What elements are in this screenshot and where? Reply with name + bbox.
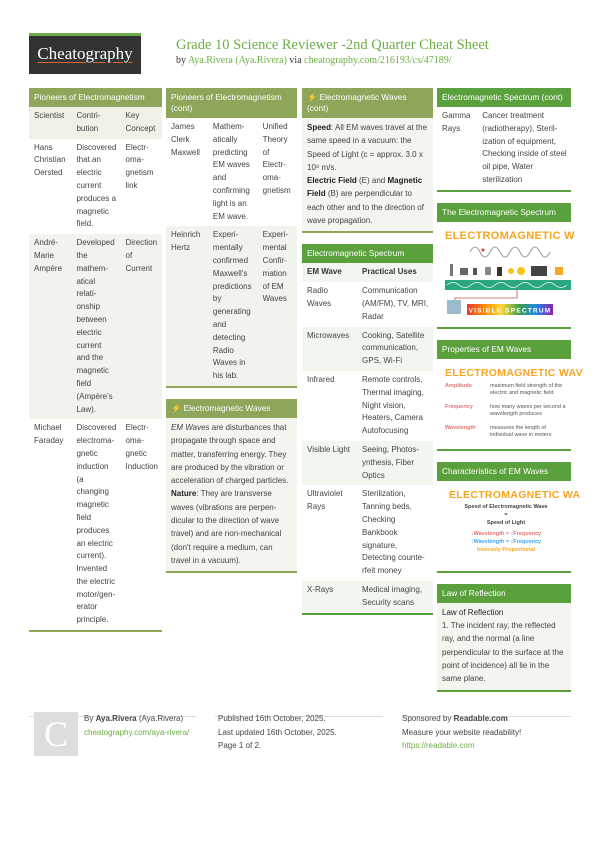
cell: André-Marie Ampère: [29, 234, 71, 419]
spectrum-image: [437, 222, 575, 327]
table-row: [302, 485, 433, 581]
column-2: [166, 88, 297, 584]
section-header: Pioneers of Electromagnetism: [29, 88, 162, 107]
published-date: Published 16th October, 2025.: [218, 714, 326, 723]
property-desc: maximum field strength of the electric and magnetic field: [490, 382, 563, 396]
column-3: [302, 88, 433, 626]
cell: Experi-mentally confirmed Maxwell's predictions by generating and detecting Radio Waves in his lab.: [208, 226, 258, 386]
table-row: [29, 234, 162, 419]
reflection-subtitle: Law of Reflection: [442, 607, 504, 617]
col-header: Key Concept: [121, 107, 162, 139]
cell: Experi-mental Confir-mation of EM Waves: [258, 226, 297, 386]
cell: Electr-oma-gnetism link: [125, 142, 154, 190]
logo-text: Cheatography: [37, 44, 133, 63]
sponsor-tagline: Measure your website readability!: [402, 727, 522, 737]
by-prefix: by: [176, 55, 186, 66]
table-row: [302, 327, 433, 371]
column-4: [437, 88, 583, 703]
sheet-url-link[interactable]: cheatography.com/216193/cs/47189/: [304, 55, 452, 66]
cell: Discovered electroma-gnetic induction (a changing magnetic field produces an electric current). Invented the electric motor/gen-erator principle.: [76, 423, 117, 625]
properties-section: [437, 340, 583, 451]
pioneers-cont-table: [166, 118, 297, 386]
table-row: [166, 226, 297, 386]
author-name: Aya.Rivera: [95, 714, 137, 723]
properties-list: [445, 383, 571, 439]
svg-text:VISIBLE SPECTRUM: VISIBLE SPECTRUM: [468, 307, 552, 315]
table-row: [302, 581, 433, 613]
nature-text: : They are transverse waves (vibrations are perpen-dicular to the direction of wave travel) and are non-mechanical (don't require a medium, can travel in a vacuum).: [171, 489, 282, 565]
section-header: Electromagnetic Spectrum: [302, 244, 433, 263]
footer-dates: [218, 712, 337, 753]
section-header: Properties of EM Waves: [437, 340, 571, 359]
image-heading: ELECTROMAGNETIC W: [445, 229, 575, 242]
cell: Direction of Current: [121, 234, 162, 419]
property-term: Frequency: [445, 403, 473, 410]
author-link[interactable]: Aya.Rivera (Aya.Rivera): [187, 55, 287, 66]
cell: Communication (AM/FM), TV, MRI, Radar: [362, 286, 429, 321]
footer-sponsor: [402, 712, 521, 753]
cheatography-logo[interactable]: [29, 33, 141, 74]
pioneers-section: [29, 88, 162, 632]
col-header: Practical Uses: [357, 263, 433, 282]
property-item: [445, 425, 571, 439]
updated-date: Last updated 16th October, 2025.: [218, 727, 337, 737]
section-header: ⚡ Electromagnetic Waves: [166, 399, 297, 418]
em-waves-section: [166, 399, 297, 573]
sponsor-link[interactable]: https://readable.com: [402, 741, 475, 750]
property-term: Wavelength: [445, 424, 476, 431]
footer-author: [84, 712, 189, 739]
section-header: Law of Reflection: [437, 584, 571, 603]
cell: X-Rays: [302, 581, 357, 613]
pioneers-table: [29, 107, 162, 630]
page-title: Grade 10 Science Reviewer -2nd Quarter Cheat Sheet: [176, 37, 489, 53]
avatar[interactable]: C: [34, 712, 78, 756]
byline: [176, 55, 452, 66]
speed-line: Speed of Electromagnetic Wave: [464, 503, 548, 510]
table-row: [29, 139, 162, 235]
cell: Heinrich Hertz: [166, 226, 208, 386]
table-row: [166, 118, 297, 226]
em-waves-text: [166, 418, 297, 571]
spectrum-table: [302, 263, 433, 612]
table-row: [302, 371, 433, 441]
table-row: [302, 441, 433, 485]
cell: James Clerk Maxwell: [171, 122, 200, 157]
cell: Cooking, Satellite communication, GPS, Wi-Fi: [357, 327, 433, 371]
property-item: [445, 404, 571, 418]
em-waves-term: EM Waves: [171, 422, 210, 432]
cell: Developed the mathem-atical relati-onship between electric current and the magnetic field (Ampère's Law).: [71, 234, 120, 419]
cell: Gamma Rays: [442, 111, 471, 133]
spectrum-section: [302, 244, 433, 614]
nature-label: Nature: [171, 489, 197, 499]
spectrum-cont-table: [437, 107, 571, 190]
cell: Seeing, Photos-ynthesis, Fiber Optics: [357, 441, 433, 485]
pioneers-cont-section: [166, 88, 297, 388]
reflection-body: 1. The incident ray, the reflected ray, and the normal (a line perpendicular to the surface at the point of incidence) all lie in the same plane.: [442, 621, 564, 684]
cell: Radio Waves: [307, 286, 332, 308]
image-heading: ELECTROMAGNETIC WAV: [445, 366, 583, 379]
cell: Electr-oma-gnetic Induction: [125, 423, 158, 471]
cell: Ultraviolet Rays: [307, 489, 343, 512]
property-item: [445, 383, 571, 397]
characteristics-image: [437, 481, 581, 571]
cell: Cancer treatment (radiotherapy), Steril-ization of equipment, Checking inside of steel oil pipe, Water sterilization: [482, 111, 567, 184]
reflection-section: [437, 584, 571, 692]
cell: Mathem-atically predicting EM waves and confirming light is an EM wave.: [212, 122, 250, 221]
the-spectrum-section: [437, 203, 575, 329]
properties-image: [437, 359, 583, 449]
em-waves-cont-text: [302, 118, 433, 231]
author-profile-link[interactable]: cheatography.com/aya-rivera/: [84, 727, 190, 737]
electric-field-label: Electric Field: [307, 176, 357, 186]
section-header: The Electromagnetic Spectrum: [437, 203, 571, 222]
cell: Remote controls, Thermal imaging, Night vision, Heaters, Camera Autofocusing: [362, 374, 424, 436]
table-row: [437, 107, 571, 190]
by-label: By: [84, 714, 96, 723]
relation-1: ↓Wavelength = ↑Frequency: [470, 530, 542, 537]
ef-symbol: (E) and: [356, 176, 388, 186]
column-1: [29, 88, 162, 643]
field-text: (B) are perpendicular to each other and to the direction of wave propagation.: [307, 189, 424, 226]
speed-label: Speed: [307, 123, 332, 132]
image-heading: ELECTROMAGNETIC WA: [449, 488, 581, 501]
section-header: Electromagnetic Spectrum (cont): [437, 88, 571, 107]
reflection-text: [437, 603, 571, 690]
cell: Medical imaging, Security scans: [357, 581, 433, 613]
speed-text: : All EM waves travel at the same speed in a vacuum: the Speed of Light (c = approx. 3.0 x 10⁸ m/s.: [307, 123, 428, 172]
property-desc: measures the length of individual wave in meters: [490, 424, 552, 438]
em-waves-cont-section: [302, 88, 433, 233]
sponsor-name: Readable.com: [453, 714, 508, 723]
relation-3: Inversely Proportional: [476, 546, 536, 553]
cell: Discovered that an electric current produces a magnetic field.: [76, 142, 117, 229]
cell: Microwaves: [302, 327, 357, 371]
em-waves-intro: are disturbances that propagate through space and matter, transferring energy. They are produced by the vibration or acceleration of charged particles.: [171, 422, 289, 486]
section-header: ⚡ Electromagnetic Waves (cont): [302, 88, 433, 118]
spectrum-diagram-icon: [445, 242, 571, 322]
cell: Visible Light: [302, 441, 357, 485]
sponsor-prefix: Sponsored by: [402, 714, 454, 723]
col-header: Contri-bution: [71, 107, 120, 139]
section-header: Characteristics of EM Waves: [437, 462, 571, 481]
cell: Infrared: [307, 374, 335, 384]
col-header: EM Wave: [302, 263, 357, 282]
author-handle: (Aya.Rivera): [136, 714, 184, 723]
speed-of-light-line: Speed of Light: [486, 519, 526, 526]
page-number: Page 1 of 2.: [218, 741, 262, 750]
property-term: Amplitude: [445, 382, 472, 389]
magnetic-field-label: Magnetic Field: [307, 176, 423, 199]
relation-2: ↑Wavelength = ↓Frequency: [470, 538, 542, 545]
cell: Michael Faraday: [34, 423, 64, 446]
cell: Sterilization, Tanning beds, Checking Bankbook signature, Detecting counte-rfeit money: [362, 489, 425, 576]
characteristics-section: [437, 462, 581, 573]
col-header: Scientist: [29, 107, 71, 139]
table-row: [29, 419, 162, 630]
equals-line: =: [504, 511, 508, 518]
table-row: [302, 282, 433, 326]
section-header: Pioneers of Electromagnetism (cont): [166, 88, 297, 118]
cell: Hans Christian Oersted: [34, 142, 66, 178]
spectrum-cont-section: [437, 88, 571, 192]
via-text: via: [289, 55, 302, 66]
property-desc: how many waves per second a wavelength produces: [490, 403, 566, 417]
cell: Unified Theory of Electr-oma-gnetism: [262, 122, 291, 195]
